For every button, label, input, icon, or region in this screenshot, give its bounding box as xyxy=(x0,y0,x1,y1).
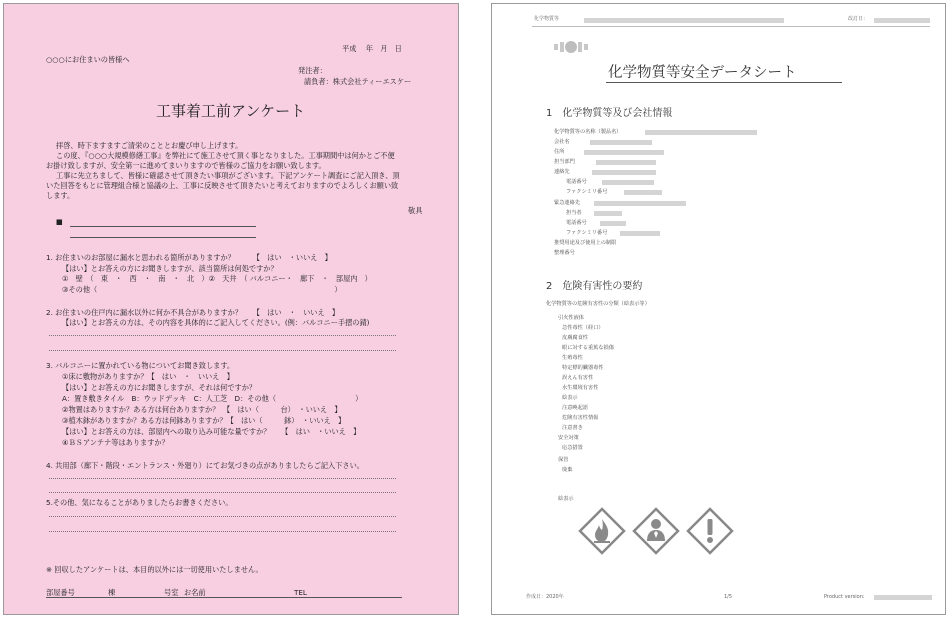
footer-right: Product version: xyxy=(824,594,865,600)
tel-label: TEL xyxy=(294,588,307,597)
privacy-note: ※ 回収したアンケートは、本目的以外には一切使用いたしません。 xyxy=(46,565,263,574)
header-left: 化学物質等 xyxy=(534,16,560,22)
section2-item: 注意喚起語 xyxy=(562,405,588,411)
sds-title: 化学物質等安全データシート xyxy=(608,65,797,81)
redacted-bar xyxy=(594,211,622,216)
redacted-bar xyxy=(874,595,932,600)
redacted-bar xyxy=(594,201,686,206)
section1-item: 化学物質等の名称（製品名） xyxy=(554,129,622,135)
room-number-label: 号室 xyxy=(164,588,179,597)
section1-item: ファクシミリ番号 xyxy=(566,189,608,195)
section-1-heading: 1 化学物質等及び会社情報 xyxy=(546,108,673,119)
redacted-bar xyxy=(602,180,654,185)
q1-line: ① 壁 （ 東 ・ 西 ・ 南 ・ 北 ）② 天井 （ バルコニー・ 廊下 ・ 部屋内 ） xyxy=(62,274,372,283)
redacted-bar xyxy=(596,160,656,165)
company-logo xyxy=(554,39,588,55)
footer-underline xyxy=(46,597,402,598)
redacted-bar xyxy=(600,221,626,226)
section2-item: 誤えん有害性 xyxy=(562,375,594,381)
redacted-bar xyxy=(592,170,656,175)
answer-line[interactable] xyxy=(49,335,396,336)
q2-line: 2. お住まいの住戸内に漏水以外に何か不具合がありますか？ 【 はい ・ いいえ 】 xyxy=(46,308,340,317)
closing: 敬具 xyxy=(408,206,423,215)
answer-line[interactable] xyxy=(49,531,396,532)
recipient: ○○○にお住まいの皆様へ xyxy=(46,55,130,64)
section2-item: 急性毒性（経口） xyxy=(562,325,604,331)
section1-item: 担当部門 xyxy=(554,159,575,165)
answer-line[interactable] xyxy=(49,492,396,493)
footer-left: 作成日：2020年 xyxy=(526,594,564,600)
redacted-bar xyxy=(584,18,784,23)
contractor: 請負者：株式会社ティーエスケー xyxy=(304,77,412,86)
section2-item: 廃棄 xyxy=(562,467,573,473)
intro-line: お掛け致しますが、安全第一に進めてまいりますので皆様のご協力をお願い致します。 xyxy=(46,161,326,170)
section1-item: 整理番号 xyxy=(554,250,575,256)
section2-item: 引火性液体 xyxy=(558,315,584,321)
section1-item: 電話番号 xyxy=(566,179,587,185)
date-line: 平成 年 月 日 xyxy=(342,44,402,53)
section1-item: ファクシミリ番号 xyxy=(566,230,608,236)
q2-line: 【はい】とお答えの方は、その内容を具体的にご記入してください。(例：バルコニー手摺の錆) xyxy=(62,318,370,327)
section2-item: 応急措置 xyxy=(562,445,583,451)
answer-line[interactable] xyxy=(49,350,396,351)
pictogram-label: 絵表示 xyxy=(558,496,574,502)
q3-line: 3. バルコニーに置かれている物についてお聞き致します。 xyxy=(46,361,235,370)
section2-item: 絵表示 xyxy=(562,395,578,401)
underline xyxy=(70,237,256,238)
answer-line[interactable] xyxy=(49,516,396,517)
bullet-square: ■ xyxy=(56,217,63,226)
section2-item: 注意書き xyxy=(562,425,583,431)
section1-item: 緊急連絡先 xyxy=(554,200,580,206)
intro-line: します。 xyxy=(46,191,75,200)
header-right: 改訂日： xyxy=(848,16,869,22)
intro-line: いた回答をもとに管理組合様と協議の上、工事に反映させて頂きたいと考えておりますのでよろしくお願い致 xyxy=(46,181,399,190)
section1-item: 担当者 xyxy=(566,210,582,216)
section1-item: 連絡先 xyxy=(554,169,570,175)
room-label: 部屋番号 xyxy=(46,588,75,597)
section1-item: 会社名 xyxy=(554,139,570,145)
section2-item: 生殖毒性 xyxy=(562,355,583,361)
redacted-bar xyxy=(624,190,662,195)
survey-sheet xyxy=(3,3,459,615)
q1-line: 【はい】とお答えの方にお聞きしますが、該当箇所は何処ですか？ xyxy=(62,264,278,273)
survey-title: 工事着工前アンケート xyxy=(156,102,306,120)
section2-item: 眼に対する重篤な損傷 xyxy=(562,345,614,351)
q3-line: A：置き敷きタイル B：ウッドデッキ C：人工芝 D：その他（ ） xyxy=(62,394,363,403)
section2-intro: 化学物質等の危険有害性の分類（絵表示等） xyxy=(546,301,650,307)
section2-item: 安全対策 xyxy=(558,435,579,441)
exclamation-icon xyxy=(686,507,734,555)
redacted-bar xyxy=(620,231,660,236)
health-hazard-icon xyxy=(632,507,680,555)
flame-icon xyxy=(578,507,626,555)
header-rule xyxy=(532,26,930,27)
building-label: 棟 xyxy=(108,588,116,597)
q3-line: 【はい】とお答えの方にお聞きしますが、それは何ですか？ xyxy=(62,383,257,392)
q3-line: ①床に敷物がありますか？【 はい ・ いいえ 】 xyxy=(62,372,234,381)
underline xyxy=(70,226,256,227)
section2-item: 特定標的臓器毒性 xyxy=(562,365,604,371)
name-label: お名前 xyxy=(184,588,206,597)
intro-line: 拝啓、時下ますますご清栄のこととお慶び申し上げます。 xyxy=(56,141,243,150)
section2-item: 皮膚腐食性 xyxy=(562,335,588,341)
redacted-bar xyxy=(874,18,930,23)
section2-item: 水生環境有害性 xyxy=(562,385,599,391)
redacted-bar xyxy=(584,150,664,155)
page-number: 1/5 xyxy=(724,594,733,600)
q3-line: ④ＢＳアンテナ等はありますか？ xyxy=(62,438,169,447)
sender-label: 発注者： xyxy=(298,66,327,75)
section1-item: 推奨用途及び使用上の制限 xyxy=(554,240,617,246)
intro-line: この度、『○○○大規模修繕工事』を弊社にて施工させて頂く事となりました。工事期間中は何かとご不便 xyxy=(56,151,395,160)
q5-line: 5.その他、気になることがありましたらお書きください。 xyxy=(46,498,233,507)
q3-line: ②物置はありますか？ある方は何台ありますか？ 【 はい（ 台） ・いいえ 】 xyxy=(62,405,342,414)
section2-item: 保管 xyxy=(558,457,569,463)
q3-line: ③植木鉢がありますか？ある方は何鉢ありますか？【 はい（ 鉢） ・いいえ 】 xyxy=(62,416,346,425)
q3-line: 【はい】とお答えの方は、部屋内への取り込み可能な量ですか？ 【 はい ・いいえ 】 xyxy=(62,427,361,436)
section2-item: 危険有害性情報 xyxy=(562,415,599,421)
title-underline xyxy=(606,82,842,83)
redacted-bar xyxy=(645,130,757,135)
section1-item: 住所 xyxy=(554,149,565,155)
intro-line: 工事に先立ちまして、皆様に確認させて頂きたい事項がございます。下記アンケート調査にご記入頂き、頂 xyxy=(56,171,400,180)
q4-line: 4. 共用部（廊下・階段・エントランス・外廻り）にてお気づきの点がありましたらご記入下さい。 xyxy=(46,461,364,470)
q1-line: 1. お住まいのお部屋に漏水と思われる箇所がありますか？ 【 はい ・いいえ 】 xyxy=(46,253,332,262)
redacted-bar xyxy=(590,140,652,145)
section-2-heading: 2 危険有害性の要約 xyxy=(546,281,643,292)
sds-sheet xyxy=(491,3,946,615)
section1-item: 電話番号 xyxy=(566,220,587,226)
q1-line: ③その他（ ） xyxy=(62,285,342,294)
answer-line[interactable] xyxy=(49,478,396,479)
